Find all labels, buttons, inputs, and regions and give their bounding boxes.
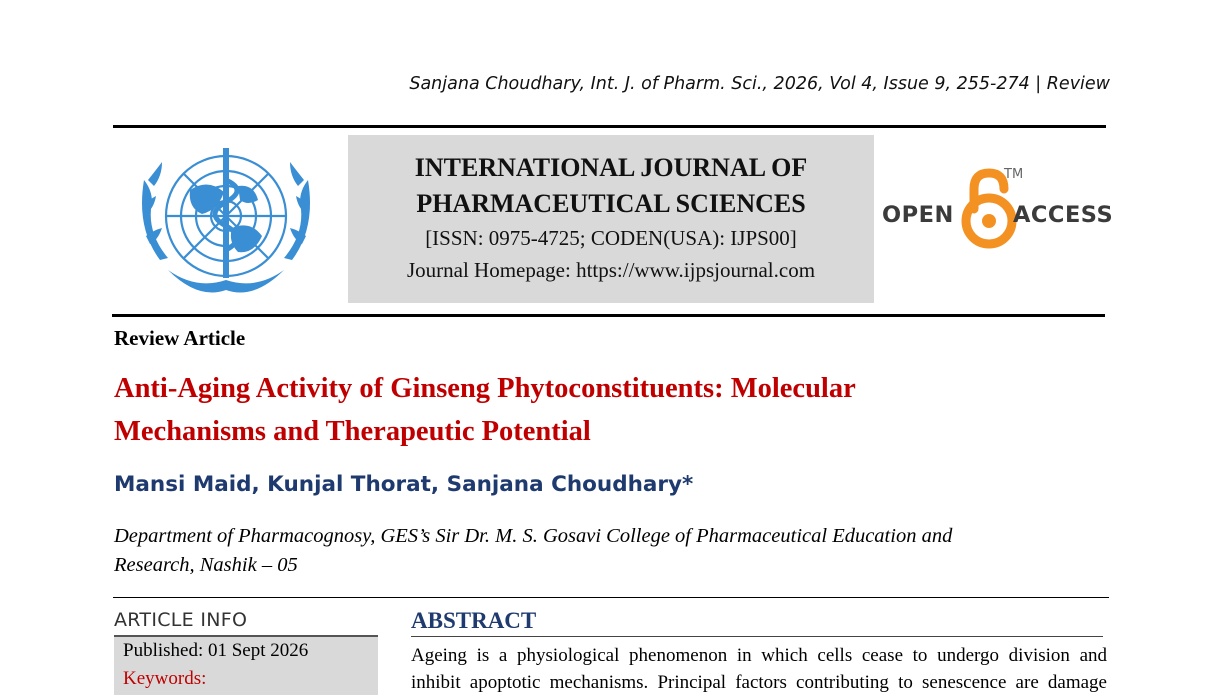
article-title-line1: Anti-Aging Activity of Ginseng Phytoconstituents: Molecular	[114, 373, 856, 404]
abstract-rule	[411, 636, 1103, 637]
section-divider	[113, 597, 1109, 598]
article-type: Review Article	[114, 326, 246, 350]
journal-issn: [ISSN: 0975-4725; CODEN(USA): IJPS00]	[425, 226, 797, 250]
journal-name	[348, 150, 874, 222]
open-access-word-access: ACCESS	[1013, 202, 1114, 228]
article-info-panel	[114, 637, 378, 695]
article-info-heading: ARTICLE INFO	[114, 609, 248, 631]
journal-name-line1: INTERNATIONAL JOURNAL OF	[414, 153, 808, 182]
article-title	[114, 367, 1074, 453]
abstract-line2: inhibit apoptotic mechanisms. Principal factors contributing to senescence are damage	[411, 672, 1107, 693]
affiliation-line1: Department of Pharmacognosy, GES’s Sir Dr. M. S. Gosavi College of Pharmaceutical Education and	[114, 525, 953, 547]
running-head: Sanjana Choudhary, Int. J. of Pharm. Sci., 2026, Vol 4, Issue 9, 255-274 | Review	[409, 74, 1110, 94]
journal-masthead	[348, 135, 874, 303]
abstract-heading: ABSTRACT	[411, 608, 537, 633]
published-date: Published: 01 Sept 2026	[123, 640, 309, 661]
header-top-rule	[113, 125, 1106, 128]
article-title-line2: Mechanisms and Therapeutic Potential	[114, 416, 591, 447]
journal-homepage: Journal Homepage: https://www.ijpsjournal.com	[406, 258, 816, 282]
article-authors: Mansi Maid, Kunjal Thorat, Sanjana Choudhary*	[114, 472, 694, 497]
abstract-text	[411, 642, 1107, 696]
open-access-word-open: OPEN	[882, 202, 954, 228]
open-access-logo	[880, 165, 1114, 255]
keywords-label: Keywords:	[123, 668, 207, 689]
open-access-tm: TM	[1004, 167, 1024, 182]
journal-emblem-logo	[128, 140, 324, 306]
affiliation-line2: Research, Nashik – 05	[114, 554, 298, 576]
abstract-line1: Ageing is a physiological phenomenon in which cells cease to undergo division and	[411, 645, 1107, 666]
author-affiliation	[114, 522, 1094, 580]
journal-name-line2: PHARMACEUTICAL SCIENCES	[416, 189, 806, 218]
header-bottom-rule	[112, 314, 1105, 317]
